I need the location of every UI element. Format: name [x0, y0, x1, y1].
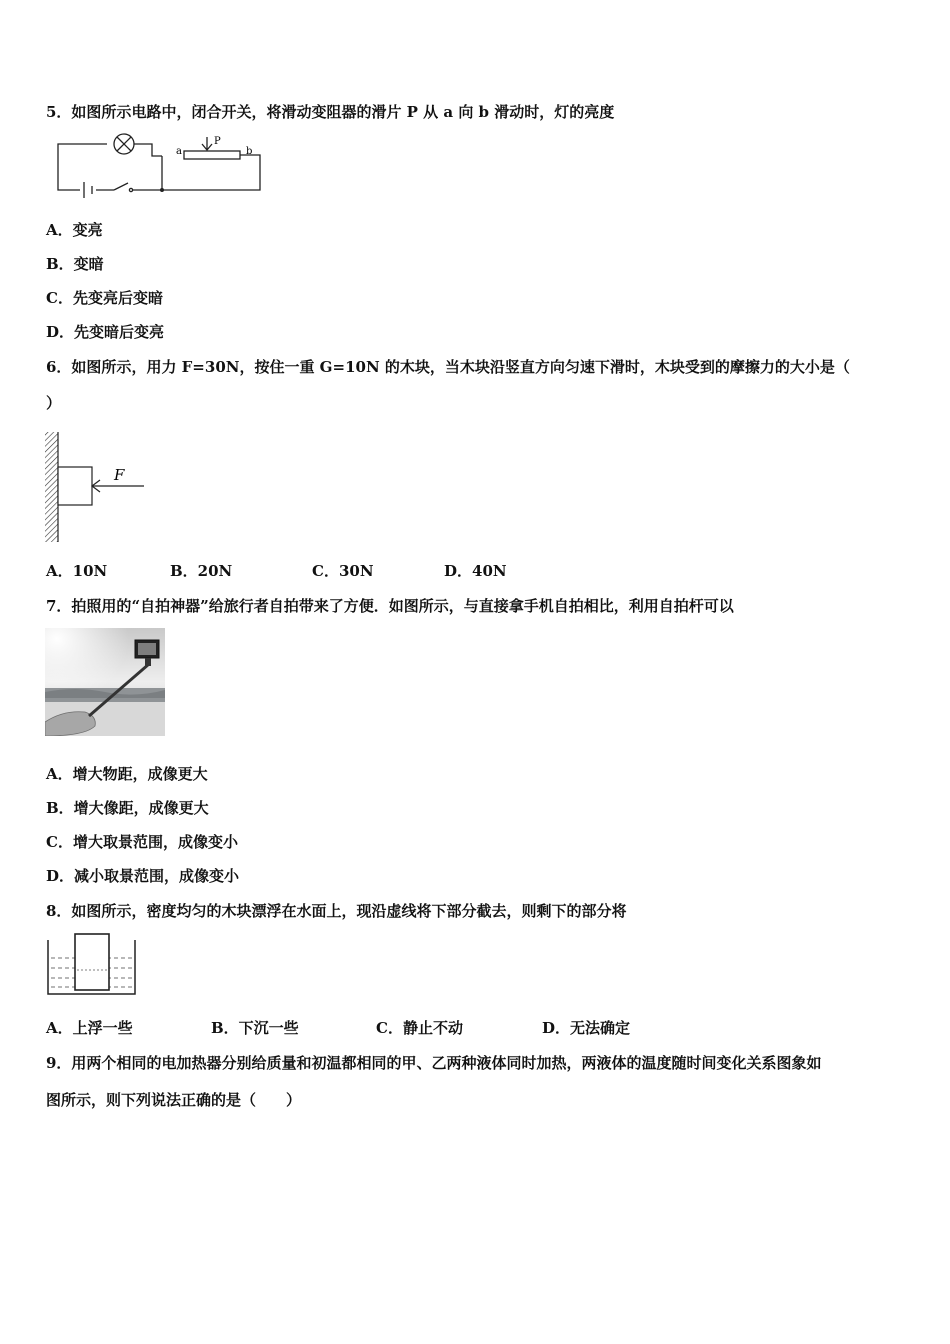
q5-option-c[interactable]: C．先变亮后变暗 [46, 289, 163, 307]
q6-stem-cont: ） [46, 394, 62, 412]
q5-circuit-diagram [52, 132, 268, 198]
q9-stem-cont: 图所示，则下列说法正确的是（ ） [46, 1091, 302, 1109]
q7-option-d[interactable]: D．减小取景范围，成像变小 [46, 867, 240, 885]
wood-block [75, 934, 109, 990]
q7-stem: 7．拍照用的“自拍神器”给旅行者自拍带来了方便．如图所示，与直接拿手机自拍相比，利用自拍杆可以 [46, 597, 734, 615]
q7-option-b[interactable]: B．增大像距，成像更大 [46, 799, 209, 817]
q7-selfie-stick-photo [45, 628, 165, 736]
q5-option-d[interactable]: D．先变暗后变亮 [46, 323, 165, 341]
q6-stem: 6．如图所示，用力 F=30N，按住一重 G=10N 的木块，当木块沿竖直方向匀速下滑时，木块受到的摩擦力的大小是（ [46, 358, 850, 376]
label-p: P [214, 136, 221, 147]
q8-option-b[interactable]: B．下沉一些 [211, 1019, 299, 1037]
label-a: a [176, 146, 182, 157]
q5-option-a[interactable]: A．变亮 [46, 221, 103, 239]
q5-stem: 5．如图所示电路中，闭合开关，将滑动变阻器的滑片 P 从 a 向 b 滑动时，灯的亮度 [46, 103, 615, 121]
q5-option-b[interactable]: B．变暗 [46, 255, 104, 273]
q6-option-d[interactable]: D．40N [444, 562, 507, 580]
q7-option-c[interactable]: C．增大取景范围，成像变小 [46, 833, 238, 851]
q6-block-wall-diagram [44, 430, 150, 544]
q8-option-d[interactable]: D．无法确定 [542, 1019, 631, 1037]
q9-stem: 9．用两个相同的电加热器分别给质量和初温都相同的甲、乙两种液体同时加热，两液体的温度随时间变化关系图象如 [46, 1054, 822, 1072]
q6-option-c[interactable]: C．30N [312, 562, 374, 580]
q7-option-a[interactable]: A．增大物距，成像更大 [46, 765, 208, 783]
label-b: b [246, 146, 253, 157]
q8-floating-block-diagram [45, 932, 139, 998]
q8-stem: 8．如图所示，密度均匀的木块漂浮在水面上，现沿虚线将下部分截去，则剩下的部分将 [46, 902, 627, 920]
q8-option-c[interactable]: C．静止不动 [376, 1019, 463, 1037]
q6-option-b[interactable]: B．20N [170, 562, 233, 580]
label-f: F [114, 466, 125, 484]
q6-options-row [46, 561, 906, 581]
wood-block [58, 467, 92, 505]
wall-hatch [45, 432, 58, 542]
q8-option-a[interactable]: A．上浮一些 [46, 1019, 133, 1037]
rheostat-icon [184, 151, 240, 159]
q8-options-row [46, 1018, 906, 1038]
switch-icon [114, 183, 128, 190]
q6-option-a[interactable]: A．10N [46, 562, 108, 580]
